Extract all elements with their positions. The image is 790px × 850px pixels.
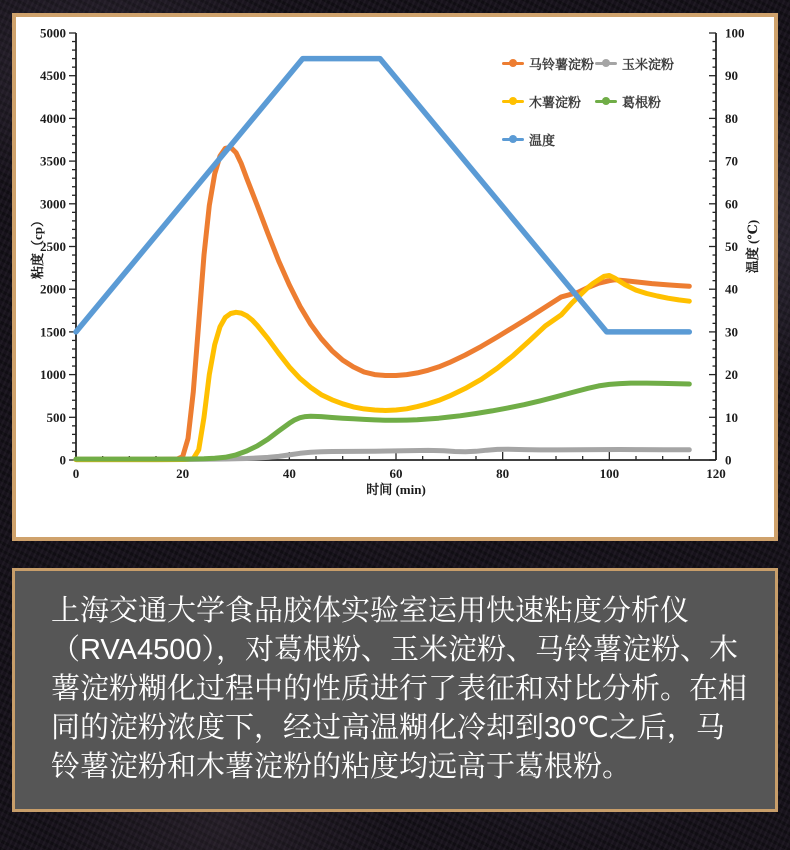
svg-text:80: 80 <box>725 110 738 126</box>
svg-text:70: 70 <box>725 153 738 169</box>
svg-text:1500: 1500 <box>40 324 66 340</box>
y-right-axis-title: 温度 (℃) <box>745 219 760 274</box>
x-axis-title: 时间 (min) <box>366 482 426 497</box>
legend-marker-potato-starch-icon <box>502 62 524 65</box>
svg-text:40: 40 <box>725 281 738 297</box>
legend-marker-temperature-icon <box>502 138 524 141</box>
svg-text:500: 500 <box>46 409 66 425</box>
svg-text:100: 100 <box>725 25 745 41</box>
svg-text:60: 60 <box>725 196 738 212</box>
svg-text:2500: 2500 <box>40 239 66 254</box>
svg-text:2000: 2000 <box>40 281 66 297</box>
chart-card <box>12 13 778 541</box>
svg-text:30: 30 <box>725 324 738 340</box>
y-right-axis <box>709 26 745 468</box>
legend-dot-icon <box>602 97 610 105</box>
series-line-tapioca-starch <box>76 276 689 460</box>
svg-text:80: 80 <box>496 466 510 481</box>
legend-dot-icon <box>509 135 517 143</box>
svg-text:20: 20 <box>176 466 190 481</box>
legend-item-tapioca-starch <box>502 92 595 111</box>
svg-text:4500: 4500 <box>40 68 66 84</box>
legend-item-kudzu-powder <box>595 92 674 111</box>
legend-item-potato-starch <box>502 54 595 73</box>
y-left-axis-title: 粘度（cp） <box>30 213 45 280</box>
legend-label-kudzu-powder: 葛根粉 <box>622 94 662 110</box>
legend-label-potato-starch: 马铃薯淀粉 <box>529 56 595 72</box>
legend-dot-icon <box>509 97 517 105</box>
legend-marker-corn-starch-icon <box>595 62 617 65</box>
svg-text:60: 60 <box>389 466 403 481</box>
svg-text:10: 10 <box>725 409 738 425</box>
svg-text:20: 20 <box>725 367 738 383</box>
legend-item-corn-starch <box>595 54 674 73</box>
svg-text:120: 120 <box>706 466 726 481</box>
legend-marker-kudzu-powder-icon <box>595 100 617 103</box>
x-axis <box>73 452 726 481</box>
legend-marker-tapioca-starch-icon <box>502 100 524 103</box>
svg-text:3500: 3500 <box>40 153 66 169</box>
y-left-axis <box>40 26 76 468</box>
svg-text:0: 0 <box>59 452 66 468</box>
svg-text:40: 40 <box>282 466 296 481</box>
svg-text:4000: 4000 <box>40 110 66 126</box>
svg-text:90: 90 <box>725 68 738 84</box>
caption-box <box>12 568 778 812</box>
legend-dot-icon <box>602 59 610 67</box>
legend-label-tapioca-starch: 木薯淀粉 <box>529 94 582 110</box>
legend-item-temperature <box>502 130 595 149</box>
caption-text: 上海交通大学食品胶体实验室运用快速粘度分析仪（RVA4500），对葛根粉、玉米淀粉、马铃薯淀粉、木薯淀粉糊化过程中的性质进行了表征和对比分析。在相同的淀粉浓度下，经过高温糊化冷却到30℃之后，马铃薯淀粉和木薯淀粉的粘度均远高于葛根粉。 <box>51 595 748 783</box>
legend-dot-icon <box>509 59 517 67</box>
svg-text:100: 100 <box>599 466 620 481</box>
svg-text:50: 50 <box>725 239 738 254</box>
chart-legend <box>502 44 674 158</box>
svg-text:0: 0 <box>72 466 80 481</box>
legend-label-temperature: 温度 <box>529 132 556 148</box>
svg-text:5000: 5000 <box>40 25 66 41</box>
svg-text:0: 0 <box>725 452 732 468</box>
svg-text:1000: 1000 <box>40 367 66 383</box>
svg-text:3000: 3000 <box>40 196 66 212</box>
legend-label-corn-starch: 玉米淀粉 <box>622 56 675 72</box>
